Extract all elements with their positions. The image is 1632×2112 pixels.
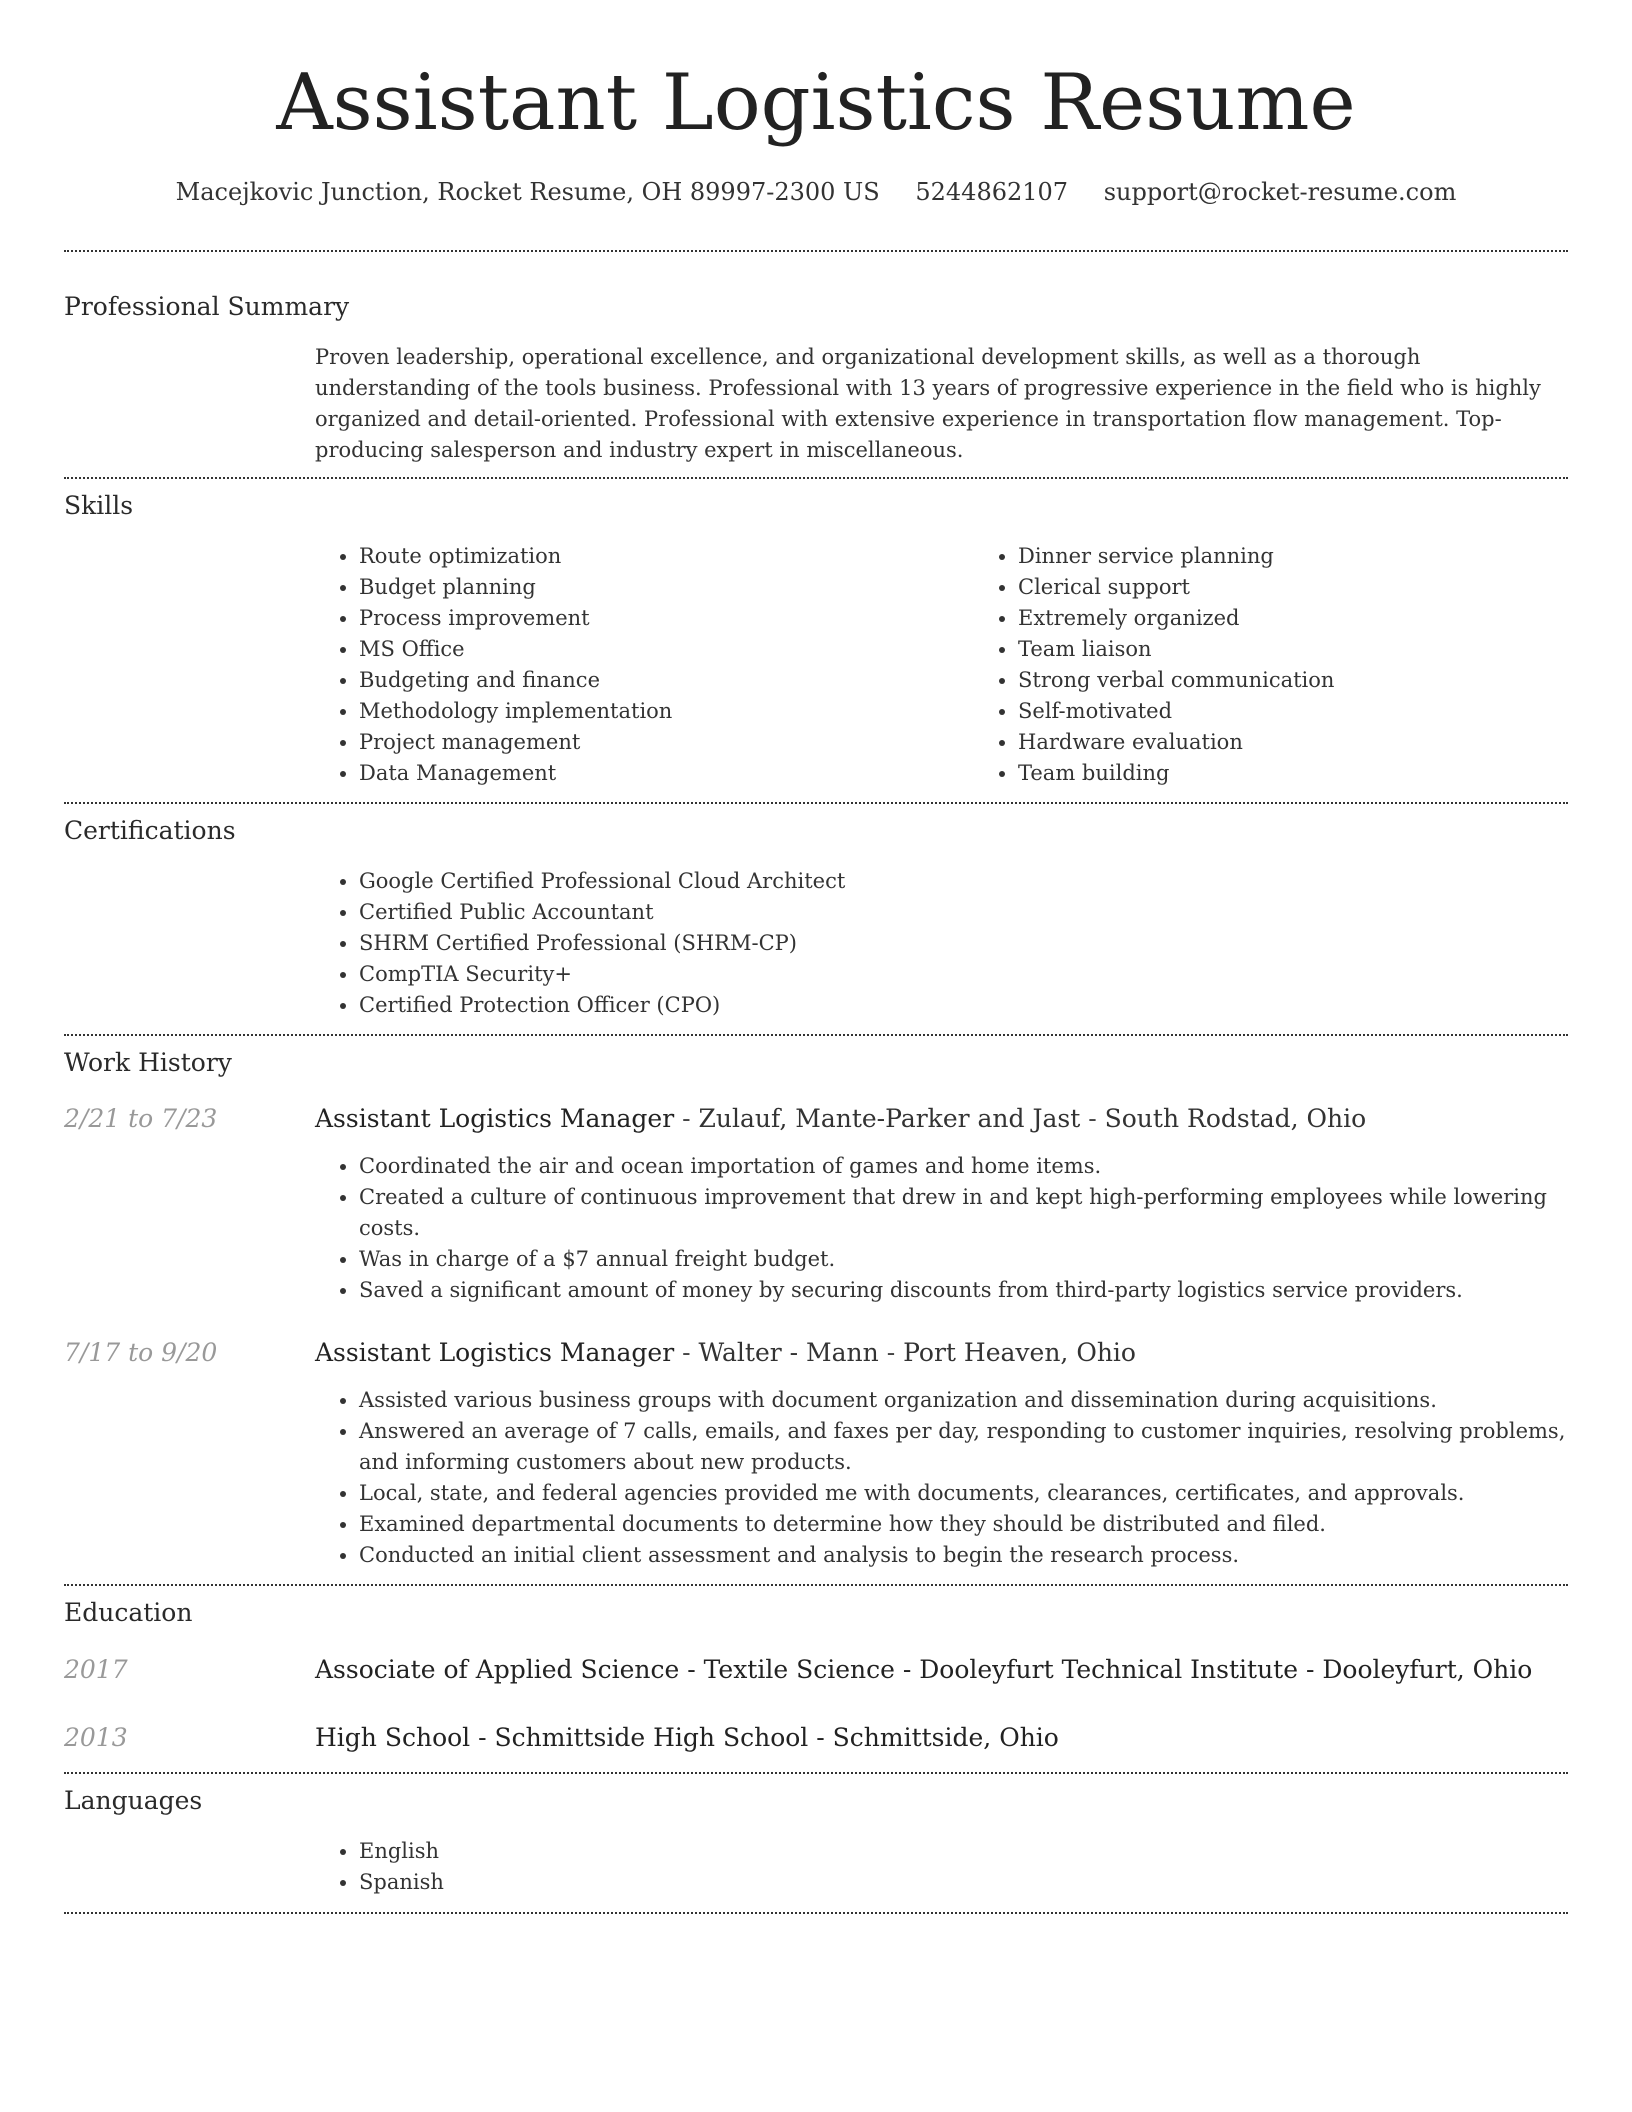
education-entry [64, 1720, 1568, 1756]
section-heading-certifications: Certifications [64, 816, 236, 845]
education-school: Schmittside High School [494, 1723, 809, 1752]
section-divider [64, 802, 1568, 804]
skill-item: • Strong verbal communication [1018, 665, 1632, 696]
job-bullets [315, 1151, 1568, 1306]
contact-email[interactable]: support@rocket-resume.com [1103, 178, 1457, 206]
skill-item: • Methodology implementation [359, 696, 974, 727]
education-degree: High School [315, 1723, 471, 1752]
resume-title: Assistant Logistics Resume [276, 58, 1356, 148]
section-heading-education: Education [64, 1598, 193, 1627]
skill-item: • Extremely organized [1018, 603, 1632, 634]
job-company: Zulauf, Mante-Parker and Jast [698, 1104, 1081, 1133]
job-bullet: • Local, state, and federal agencies provided me with documents, clearances, certificates, and approvals. [359, 1478, 1568, 1509]
skill-item: • Route optimization [359, 541, 974, 572]
skill-item: • Budget planning [359, 572, 974, 603]
education-entry [64, 1652, 1568, 1688]
work-history-section [64, 1045, 1568, 1571]
education-title-line: High School - Schmittside High School - Schmittside, Ohio [315, 1723, 1059, 1752]
language-item: • English [359, 1836, 1568, 1867]
certification-item: • Certified Protection Officer (CPO) [359, 990, 1568, 1021]
skill-item: • Team building [1018, 758, 1632, 789]
job-entry [64, 1101, 1568, 1306]
job-dates: 2/21 to 7/23 [64, 1104, 218, 1133]
job-company: Walter - Mann [698, 1338, 879, 1367]
job-bullets [315, 1385, 1568, 1571]
job-entry [64, 1335, 1568, 1571]
section-divider [64, 477, 1568, 479]
job-dates: 7/17 to 9/20 [64, 1338, 218, 1367]
job-bullet: • Assisted various business groups with document organization and dissemination during acquisitions. [359, 1385, 1568, 1416]
section-divider [64, 1912, 1568, 1914]
education-location: Schmittside, Ohio [832, 1723, 1059, 1752]
skill-item: • Process improvement [359, 603, 974, 634]
section-heading-languages: Languages [64, 1786, 203, 1815]
skills-list-right [974, 541, 1632, 789]
job-bullet: • Was in charge of a $7 annual freight budget. [359, 1244, 1568, 1275]
languages-section [64, 1783, 1568, 1898]
section-divider [64, 1034, 1568, 1036]
education-school: Dooleyfurt Technical Institute [919, 1655, 1299, 1684]
job-location: South Rodstad, Ohio [1104, 1104, 1367, 1133]
contact-address: Macejkovic Junction, Rocket Resume, OH 89997-2300 US [175, 178, 880, 206]
job-bullet: • Coordinated the air and ocean importation of games and home items. [359, 1151, 1568, 1182]
contact-line [64, 172, 1568, 212]
contact-phone[interactable]: 5244862107 [915, 178, 1069, 206]
job-role: Assistant Logistics Manager [315, 1338, 675, 1367]
education-title-line: Associate of Applied Science - Textile Science - Dooleyfurt Technical Institute - Dooleyfurt, Ohio [315, 1655, 1533, 1684]
section-heading-work-history: Work History [64, 1048, 232, 1077]
languages-list [315, 1836, 1568, 1898]
skill-item: • Dinner service planning [1018, 541, 1632, 572]
job-bullet: • Conducted an initial client assessment and analysis to begin the research process. [359, 1540, 1568, 1571]
resume-page [64, 0, 1568, 1914]
job-bullet: • Answered an average of 7 calls, emails, and faxes per day, responding to customer inquiries, resolving problems, and informing customers about new products. [359, 1416, 1568, 1478]
skills-list-left [315, 541, 974, 789]
skill-item: • MS Office [359, 634, 974, 665]
section-divider [64, 250, 1568, 252]
education-location: Dooleyfurt, Ohio [1322, 1655, 1533, 1684]
job-role: Assistant Logistics Manager [315, 1104, 675, 1133]
certification-item: • SHRM Certified Professional (SHRM-CP) [359, 928, 1568, 959]
job-bullet: • Examined departmental documents to determine how they should be distributed and filed. [359, 1509, 1568, 1540]
skill-item: • Data Management [359, 758, 974, 789]
skill-item: • Project management [359, 727, 974, 758]
summary-text: Proven leadership, operational excellence, and organizational development skills, as well as a thorough understanding of the tools business. Professional with 13 years of progressive experience in the field who is highly organized and detail-oriented. Professional with extensive experience in transportation flow management. Top-producing salesperson and industry expert in miscellaneous. [315, 345, 1541, 462]
section-heading-skills: Skills [64, 491, 134, 520]
skills-section [64, 488, 1568, 789]
certifications-section [64, 813, 1568, 1021]
job-bullet: • Saved a significant amount of money by securing discounts from third-party logistics service providers. [359, 1275, 1568, 1306]
education-year: 2013 [64, 1723, 128, 1752]
skill-item: • Self-motivated [1018, 696, 1632, 727]
certification-item: • Certified Public Accountant [359, 897, 1568, 928]
skill-item: • Hardware evaluation [1018, 727, 1632, 758]
skill-item: • Budgeting and finance [359, 665, 974, 696]
certification-item: • Google Certified Professional Cloud Architect [359, 866, 1568, 897]
section-heading-summary: Professional Summary [64, 292, 350, 321]
skill-item: • Team liaison [1018, 634, 1632, 665]
section-divider [64, 1584, 1568, 1586]
section-divider [64, 1772, 1568, 1774]
skill-item: • Clerical support [1018, 572, 1632, 603]
education-section [64, 1595, 1568, 1756]
education-year: 2017 [64, 1655, 128, 1684]
certifications-list [315, 866, 1568, 1021]
certification-item: • CompTIA Security+ [359, 959, 1568, 990]
job-title-line: Assistant Logistics Manager - Walter - Mann - Port Heaven, Ohio [315, 1338, 1136, 1367]
language-item: • Spanish [359, 1867, 1568, 1898]
education-degree: Associate of Applied Science - Textile Science [315, 1655, 895, 1684]
job-location: Port Heaven, Ohio [903, 1338, 1136, 1367]
professional-summary-section [64, 289, 1568, 466]
job-bullet: • Created a culture of continuous improvement that drew in and kept high-performing employees while lowering costs. [359, 1182, 1568, 1244]
job-title-line: Assistant Logistics Manager - Zulauf, Mante-Parker and Jast - South Rodstad, Ohio [315, 1104, 1367, 1133]
